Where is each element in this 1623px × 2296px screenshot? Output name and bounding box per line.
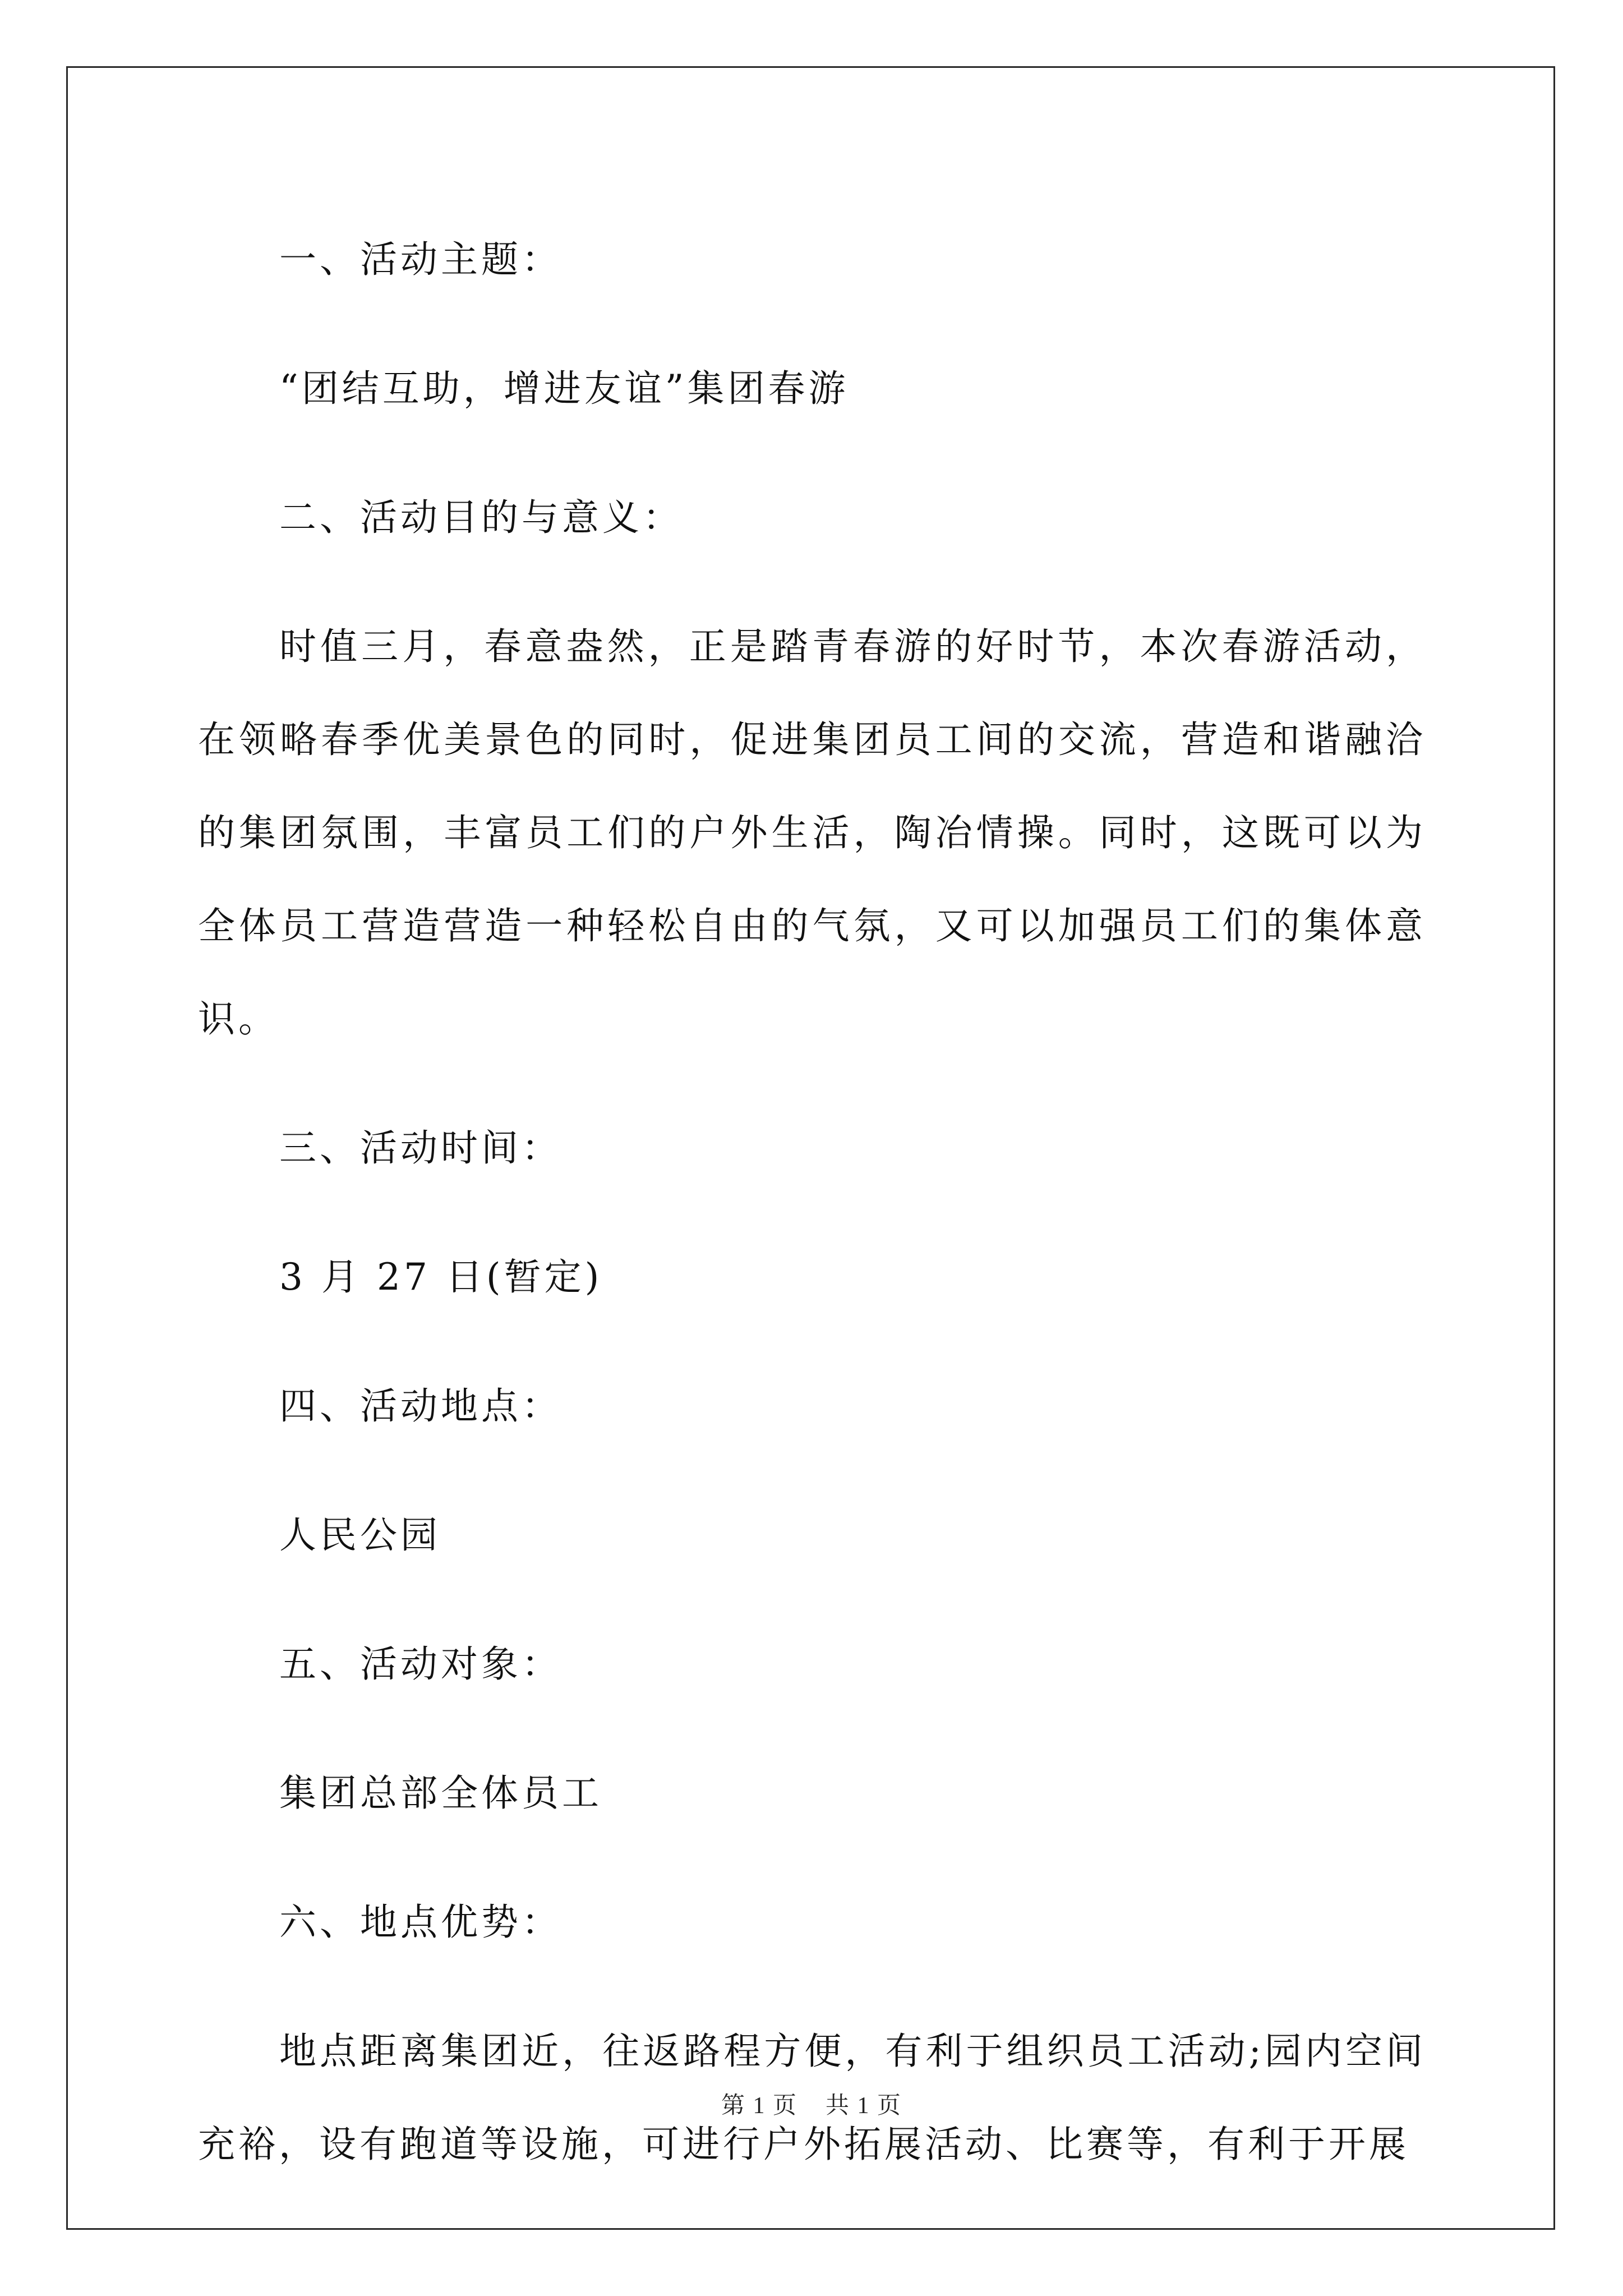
theme-text: “团结互助，增进友谊”集团春游 (279, 367, 849, 410)
time-text: 3 月 27 日(暂定) (279, 1255, 603, 1299)
heading-audience: 五、活动对象： (279, 1642, 562, 1686)
heading-theme: 一、活动主题： (279, 238, 562, 281)
heading-location: 四、活动地点： (279, 1384, 562, 1428)
location-text: 人民公园 (279, 1513, 441, 1557)
page-footer (0, 2087, 1623, 2120)
purpose-text: 时值三月，春意盎然，正是踏青春游的好时节，本次春游活动，在领略春季优美景色的同时，促进集团员工间的交流，营造和谐融洽的集团氛围，丰富员工们的户外生活，陶冶情操。同时，这既可以为全体员工营造营造一种轻松自由的气氛，又可以加强员工们的集体意识。 (198, 625, 1426, 1041)
heading-advantages: 六、地点优势： (279, 1901, 562, 1944)
page-number: 第 1 页 (721, 2093, 797, 2119)
audience-text: 集团总部全体员工 (279, 1772, 602, 1815)
advantages-text: 地点距离集团近，往返路程方便，有利于组织员工活动;园内空间充裕，设有跑道等设施，可进行户外拓展活动、比赛等，有利于开展 (198, 2030, 1426, 2166)
document-body (198, 213, 1426, 2227)
page-total: 共 1 页 (826, 2093, 902, 2119)
heading-purpose: 二、活动目的与意义： (279, 496, 683, 539)
heading-time: 三、活动时间： (279, 1126, 562, 1170)
